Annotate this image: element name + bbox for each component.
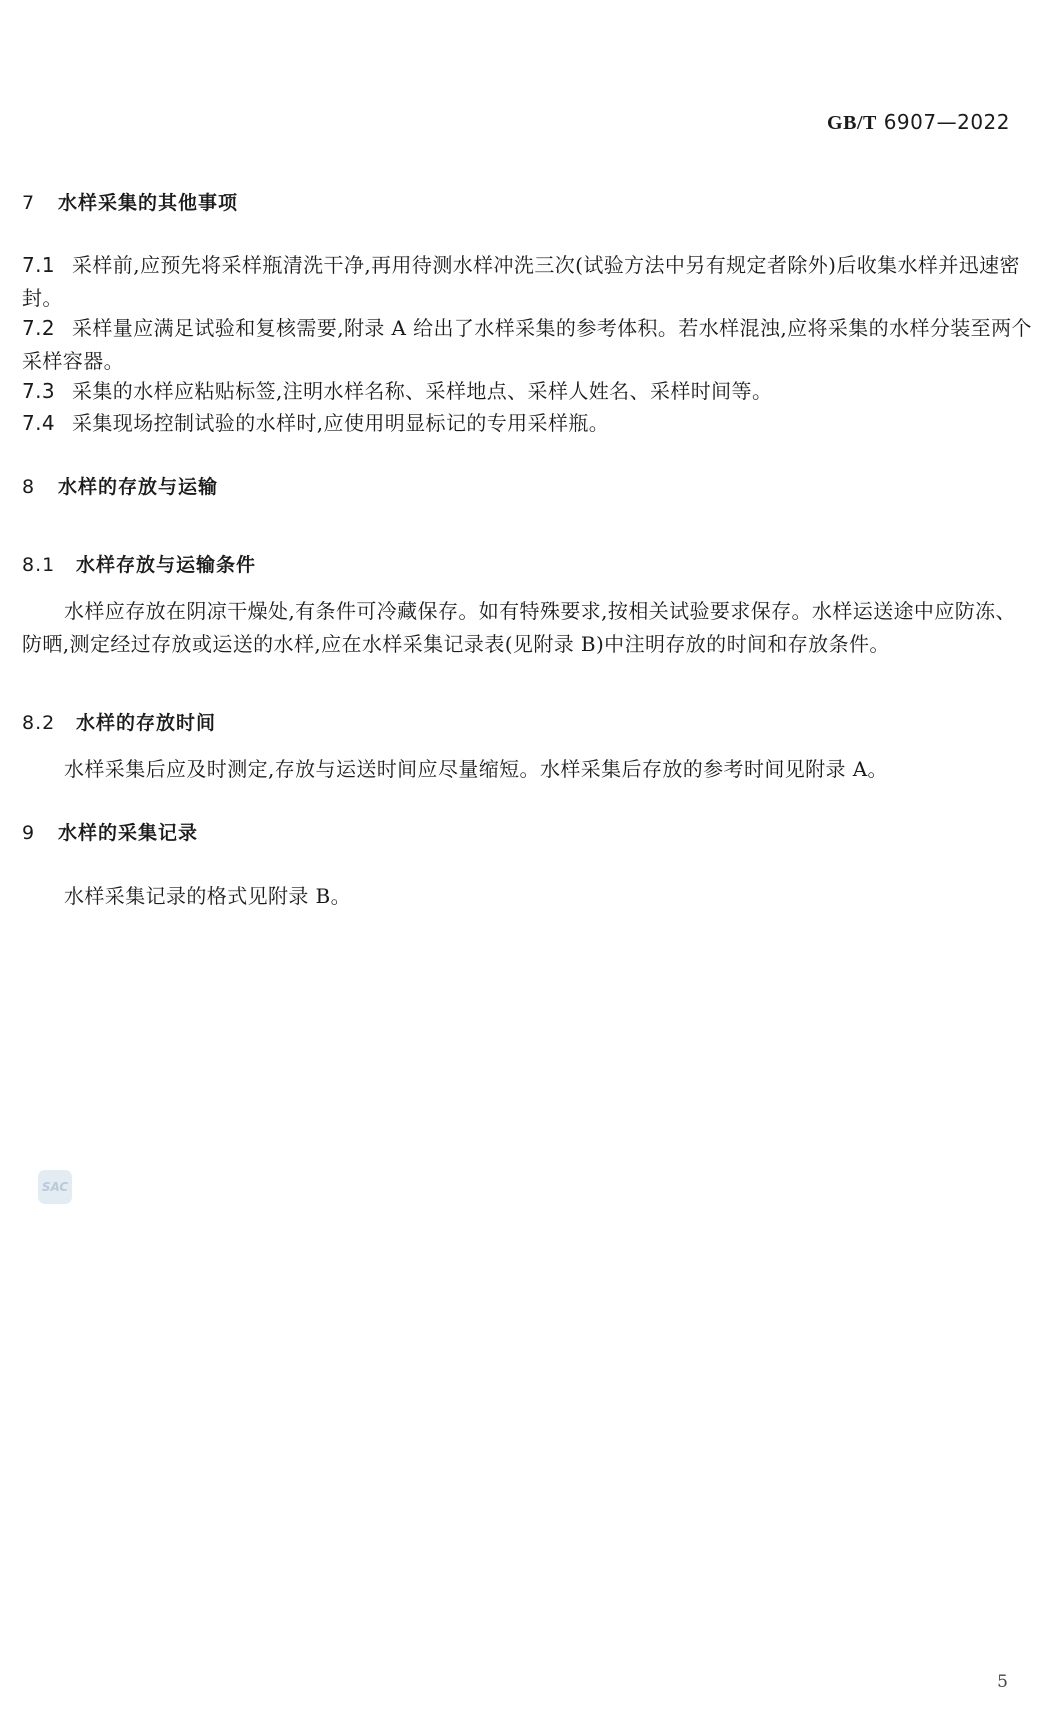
clause-number: 7.4 (22, 411, 56, 435)
section-title: 水样的采集记录 (58, 822, 199, 844)
standard-code-number: 6907—2022 (883, 110, 1010, 134)
clause-8-2-body: 水样采集后应及时测定,存放与运送时间应尽量缩短。水样采集后存放的参考时间见附录 A。 (64, 757, 888, 781)
section-number: 8 (22, 476, 36, 498)
clause-8-1-heading (22, 550, 256, 577)
clause-text: 采集现场控制试验的水样时,应使用明显标记的专用采样瓶。 (72, 411, 610, 435)
section-7-heading (22, 188, 238, 215)
section-9-heading (22, 818, 198, 845)
clause-7-1 (22, 249, 1032, 315)
clause-number: 7.2 (22, 316, 56, 340)
clause-7-4 (22, 407, 1032, 440)
clause-text: 采样量应满足试验和复核需要,附录 A 给出了水样采集的参考体积。若水样混浊,应将采集的水样分装至两个采样容器。 (22, 316, 1032, 373)
clause-number: 8.1 (22, 554, 56, 576)
clause-8-2-heading (22, 708, 216, 735)
sac-watermark-logo: SAC (38, 1170, 72, 1204)
section-title: 水样采集的其他事项 (58, 192, 239, 214)
clause-number: 7.3 (22, 379, 56, 403)
clause-title: 水样存放与运输条件 (76, 554, 257, 576)
clause-title: 水样的存放时间 (76, 712, 217, 734)
clause-8-1-body: 水样应存放在阴凉干燥处,有条件可冷藏保存。如有特殊要求,按相关试验要求保存。水样运送途中应防冻、防晒,测定经过存放或运送的水样,应在水样采集记录表(见附录 B)中注明存放的时间和存放条件。 (22, 599, 1016, 656)
clause-number: 8.2 (22, 712, 56, 734)
clause-text: 采样前,应预先将采样瓶清洗干净,再用待测水样冲洗三次(试验方法中另有规定者除外)后收集水样并迅速密封。 (22, 253, 1020, 310)
section-title: 水样的存放与运输 (58, 476, 219, 498)
section-8-heading (22, 472, 218, 499)
clause-7-2 (22, 312, 1032, 378)
clause-number: 7.1 (22, 253, 56, 277)
standard-code (827, 110, 1010, 135)
page-number: 5 (997, 1672, 1008, 1692)
standard-code-prefix: GB/T (827, 112, 877, 134)
clause-text: 采集的水样应粘贴标签,注明水样名称、采样地点、采样人姓名、采样时间等。 (72, 379, 773, 403)
section-9-body: 水样采集记录的格式见附录 B。 (64, 884, 352, 908)
section-number: 9 (22, 822, 36, 844)
clause-7-3 (22, 375, 1032, 408)
section-number: 7 (22, 192, 36, 214)
